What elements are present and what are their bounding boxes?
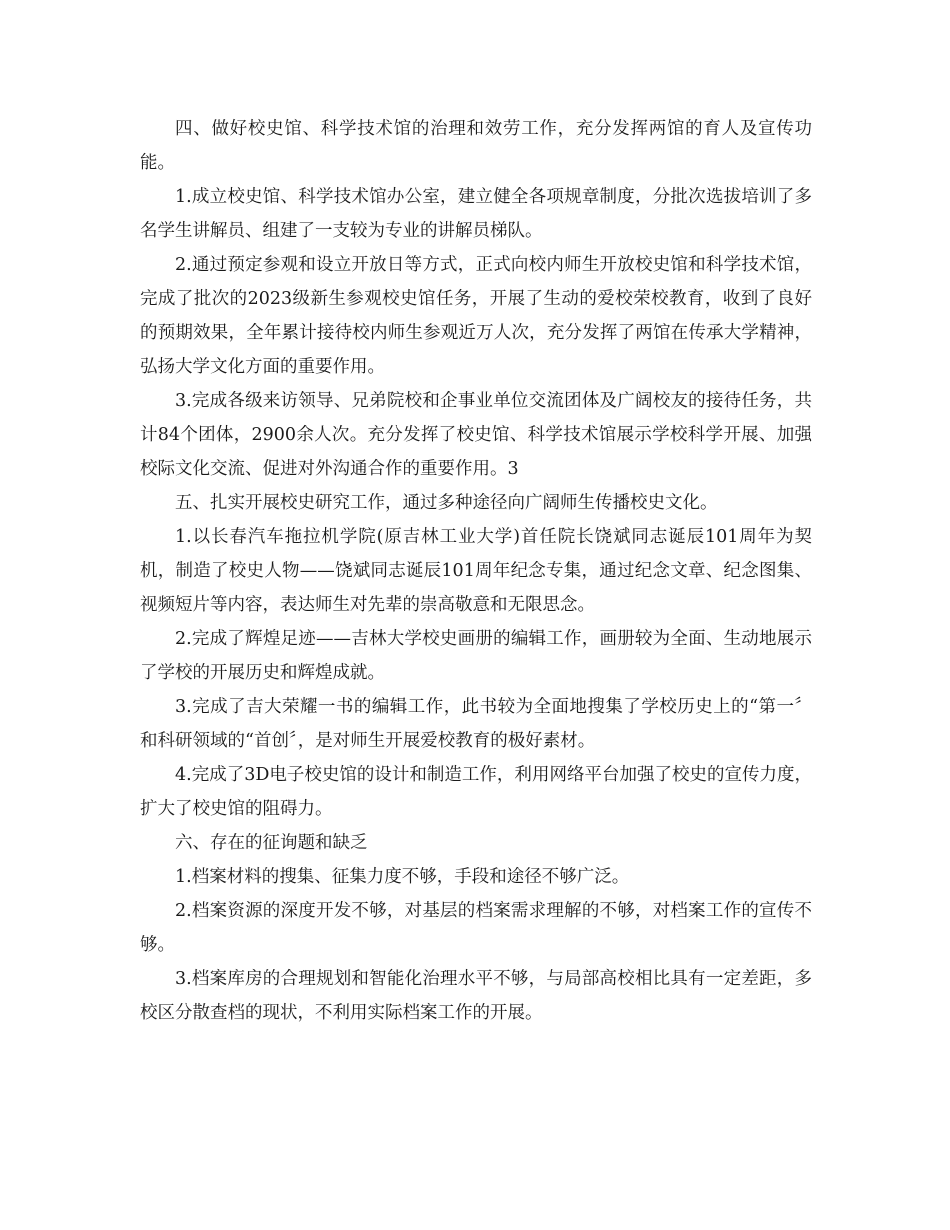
section-4-item-3: 3.完成各级来访领导、兄弟院校和企事业单位交流团体及广阔校友的接待任务，共计84个团体，2900余人次。充分发挥了校史馆、科学技术馆展示学校科学开展、加强校际文化交流、促进对外沟通合作的重要作用。3	[140, 391, 812, 479]
section-heading-6: 六、存在的征询题和缺乏	[175, 833, 368, 853]
section-6-item-3: 3.档案库房的合理规划和智能化治理水平不够，与局部高校相比具有一定差距，多校区分散查档的现状，不利用实际档案工作的开展。	[140, 969, 812, 1023]
section-heading-5: 五、扎实开展校史研究工作，通过多种途径向广阔师生传播校史文化。	[175, 493, 718, 513]
section-6-item-1: 1.档案材料的搜集、征集力度不够，手段和途径不够广泛。	[175, 867, 630, 887]
section-6-item-2: 2.档案资源的深度开发不够，对基层的档案需求理解的不够，对档案工作的宣传不够。	[140, 901, 812, 955]
section-5-item-4: 4.完成了3D电子校史馆的设计和制造工作，利用网络平台加强了校史的宣传力度，扩大了校史馆的阻碍力。	[140, 765, 812, 819]
section-5-item-1: 1.以长春汽车拖拉机学院(原吉林工业大学)首任院长饶斌同志诞辰101周年为契机，制造了校史人物——饶斌同志诞辰101周年纪念专集，通过纪念文章、纪念图集、视频短片等内容，表达师生对先辈的崇高敬意和无限思念。	[140, 527, 812, 615]
document-body	[140, 112, 812, 1030]
section-4-item-2: 2.通过预定参观和设立开放日等方式，正式向校内师生开放校史馆和科学技术馆，完成了批次的2023级新生参观校史馆任务，开展了生动的爱校荣校教育，收到了良好的预期效果，全年累计接待校内师生参观近万人次，充分发挥了两馆在传承大学精神，弘扬大学文化方面的重要作用。	[140, 255, 812, 377]
section-5-item-2: 2.完成了辉煌足迹——吉林大学校史画册的编辑工作，画册较为全面、生动地展示了学校的开展历史和辉煌成就。	[140, 629, 812, 683]
section-4-item-1: 1.成立校史馆、科学技术馆办公室，建立健全各项规章制度，分批次选拔培训了多名学生讲解员、组建了一支较为专业的讲解员梯队。	[140, 187, 812, 241]
section-5-item-3: 3.完成了吉大荣耀一书的编辑工作，此书较为全面地搜集了学校历史上的“第一〞和科研领域的“首创〞，是对师生开展爱校教育的极好素材。	[140, 697, 812, 751]
section-heading-4: 四、做好校史馆、科学技术馆的治理和效劳工作，充分发挥两馆的育人及宣传功能。	[140, 119, 812, 173]
